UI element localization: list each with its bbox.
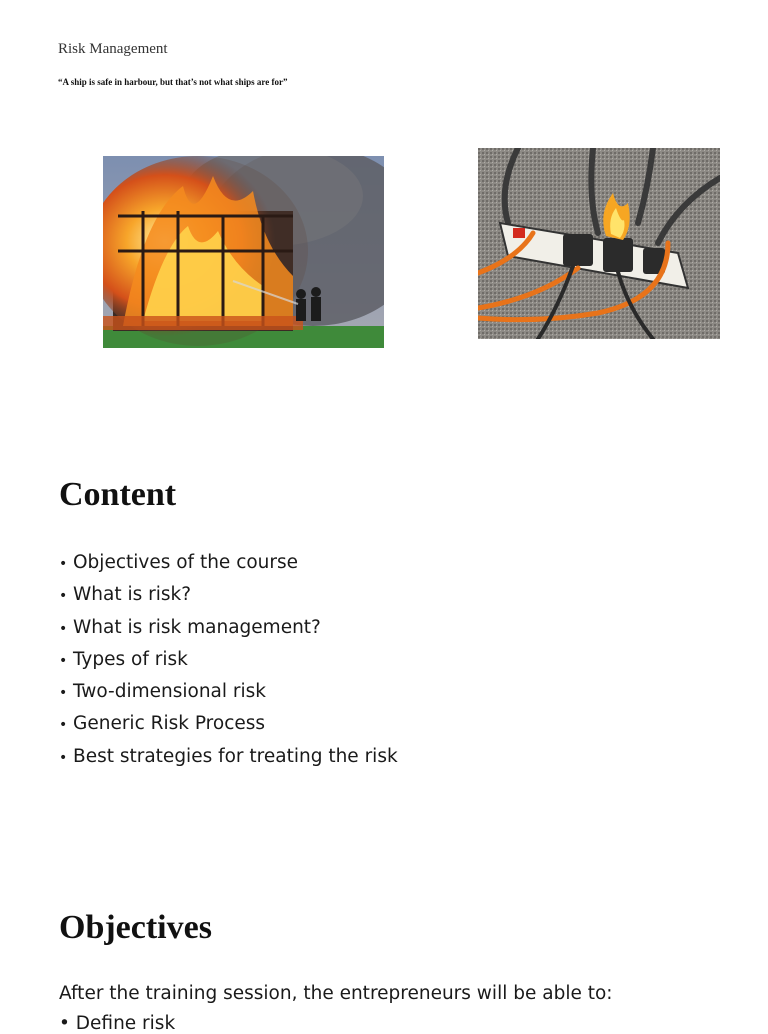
list-item [59, 614, 398, 646]
list-item-label: Generic Risk Process [73, 713, 266, 735]
document-quote: “A ship is safe in harbour, but that’s not what ships are for” [58, 77, 288, 87]
bullet-glyph: • [59, 717, 68, 734]
bullet-glyph: • [59, 749, 68, 766]
document-title: Risk Management [58, 41, 168, 57]
list-item-label: Best strategies for treating the risk [73, 745, 398, 767]
content-heading: Content [59, 476, 177, 513]
content-list [59, 549, 398, 775]
bullet-glyph: • [59, 620, 68, 637]
list-item-label: What is risk? [73, 584, 192, 606]
list-item [59, 678, 398, 710]
list-item [59, 743, 398, 775]
burning-house-photo [103, 156, 384, 348]
list-item-label: What is risk management? [73, 616, 321, 638]
list-item-label: Types of risk [73, 648, 188, 670]
bullet-glyph: • [59, 685, 68, 702]
bullet-glyph: • [59, 652, 68, 669]
overloaded-power-strip-photo [478, 148, 720, 339]
list-item [59, 710, 398, 742]
list-item-label: Objectives of the course [73, 552, 299, 573]
objectives-heading: Objectives [59, 909, 212, 946]
bullet-glyph: • [59, 556, 68, 572]
list-item [59, 549, 398, 581]
list-item [59, 646, 398, 678]
objectives-first-item: • Define risk [59, 1013, 176, 1034]
list-item [59, 581, 398, 613]
bullet-glyph: • [59, 588, 68, 605]
objectives-intro: After the training session, the entrepreneurs will be able to: [59, 983, 613, 1004]
list-item-label: Two-dimensional risk [73, 681, 266, 703]
